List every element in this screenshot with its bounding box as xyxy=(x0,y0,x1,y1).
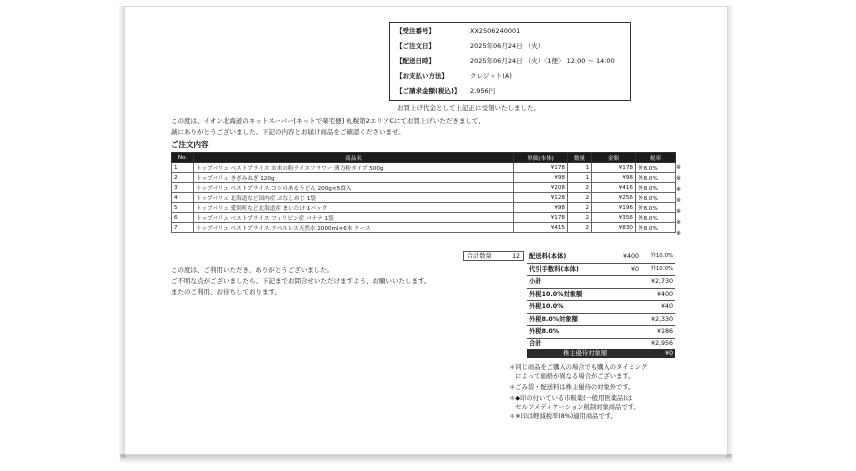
cell-product-name: トップバリュ きざみねぎ 120g xyxy=(194,173,514,183)
column-header-quantity: 数量 xyxy=(568,153,592,163)
cell-product-name: トップバリュ ベストプライス ラベルレス天然水 2000ml×6本 ケース xyxy=(194,223,514,233)
note-item: ＊同じ商品をご購入の場合でも購入のタイミング xyxy=(509,364,648,371)
cell-tax-rate: 外8.0% xyxy=(636,163,676,173)
summary-value: ¥2,956 xyxy=(650,339,673,347)
page-shadow-bottom xyxy=(120,454,732,464)
intro-line-2: 誠にありがとうございました。下記の内容とお届け商品をご確認くださいませ。 xyxy=(171,128,405,136)
cell-product-name: トップバリュ ベストプライス フィリピン産 バナナ 1袋 xyxy=(194,213,514,223)
note-item: ＊※印は軽減税率(8%)適用商品です。 xyxy=(509,413,617,420)
header-key: 【受注番号】 xyxy=(396,27,435,35)
header-key: 【ご請求金額(税込)】 xyxy=(396,87,461,95)
reduced-tax-mark: ※ xyxy=(676,230,682,237)
header-value: XX2506240001 xyxy=(470,27,521,35)
total-quantity-label: 合計数量 xyxy=(467,253,492,260)
summary-key: 代引手数料(本体) xyxy=(529,265,579,273)
summary-key: 外税10.0%対象額 xyxy=(529,290,583,298)
header-key: 【配送日時】 xyxy=(396,57,435,65)
header-delivery-time xyxy=(396,55,628,68)
cell-quantity: 2 xyxy=(568,193,592,203)
cell-amount: ¥256 xyxy=(592,193,636,203)
order-section-title: ご注文内容 xyxy=(171,140,209,149)
reduced-tax-mark: ※ xyxy=(676,164,682,171)
header-value: 2,956円 xyxy=(470,87,496,95)
payment-received-note: お買上げ代金として上記正に受領いたしました。 xyxy=(397,104,540,112)
summary-tax10 xyxy=(527,301,675,314)
header-value: 2025年06月24日 （火）〈1便〉 12:00 ～ 14:00 xyxy=(470,57,615,65)
reduced-tax-mark: ※ xyxy=(676,175,682,182)
summary-shareholder-benefit xyxy=(527,349,675,358)
cell-product-name: トップバリュ ベストプライス お米の粉ライスフラワー 薄力粉タイプ 500g xyxy=(194,163,514,173)
column-header-product: 商品名 xyxy=(194,153,514,163)
summary-value: ¥400 xyxy=(656,290,673,298)
cell-amount: ¥416 xyxy=(592,183,636,193)
note-item: ＊◆印の付いている市販薬(一般用医薬品)は xyxy=(509,395,633,402)
table-row xyxy=(172,173,676,183)
summary-value: ¥186 xyxy=(656,328,673,335)
cell-tax-rate: 外8.0% xyxy=(636,213,676,223)
thanks-line-3: またのご利用、お待ちしております。 xyxy=(171,288,281,296)
cell-quantity: 1 xyxy=(568,163,592,173)
order-header-box xyxy=(389,22,631,101)
thanks-line-2: ご不明な点がございましたら、下記までお問合せいただけますよう、お願いいたします。 xyxy=(171,277,431,285)
table-row xyxy=(172,203,676,213)
summary-value: ¥40 xyxy=(660,303,673,310)
note-item: セルフメディケーション税制対象商品です。 xyxy=(509,404,640,411)
intro-line-1: この度は、イオン北海道のネットスーパー[ネットで楽宅便] 札幌第2エリアCにてお買上げいただきまして、 xyxy=(171,117,485,125)
cell-tax-rate: 外8.0% xyxy=(636,193,676,203)
summary-key: 配送料(本体) xyxy=(529,253,567,260)
cell-unit-price: ¥208 xyxy=(514,183,568,193)
cell-no: 5 xyxy=(172,203,194,213)
summary-tax8 xyxy=(527,326,675,339)
header-billing-amount xyxy=(396,85,628,98)
summary-tax: 外10.0% xyxy=(650,253,673,259)
cell-unit-price: ¥178 xyxy=(514,213,568,223)
reduced-tax-mark: ※ xyxy=(676,186,682,193)
cell-no: 3 xyxy=(172,183,194,193)
cell-quantity: 2 xyxy=(568,203,592,213)
cell-tax-rate: 外8.0% xyxy=(636,223,676,233)
cell-tax-rate: 外8.0% xyxy=(636,203,676,213)
cell-amount: ¥830 xyxy=(592,223,636,233)
cell-unit-price: ¥98 xyxy=(514,173,568,183)
cell-no: 7 xyxy=(172,223,194,233)
summary-key: 外税10.0% xyxy=(529,303,564,310)
total-quantity-value: 12 xyxy=(512,253,520,260)
table-row xyxy=(172,213,676,223)
cell-no: 1 xyxy=(172,163,194,173)
cell-unit-price: ¥178 xyxy=(514,163,568,173)
cell-amount: ¥356 xyxy=(592,213,636,223)
summary-tax: 外10.0% xyxy=(650,265,673,272)
cell-product-name: トップバリュ 北海道など国内産 ぶなしめじ 1袋 xyxy=(194,193,514,203)
summary-subtotal xyxy=(527,276,675,289)
cell-amount: ¥196 xyxy=(592,203,636,213)
summary-key: 外税8.0% xyxy=(529,328,560,335)
reduced-tax-mark: ※ xyxy=(676,219,682,226)
header-value: 2025年06月24日 （火） xyxy=(470,42,545,50)
summary-key: 株主優待対象額 xyxy=(563,349,608,357)
note-item: ＊ごみ袋・配送料は株主優待の対象外です。 xyxy=(509,384,635,391)
notes-list xyxy=(509,363,679,421)
cell-amount: ¥178 xyxy=(592,163,636,173)
column-header-unit-price: 単価(本体) xyxy=(514,153,568,163)
summary-tax10-base xyxy=(527,289,675,302)
cell-amount: ¥98 xyxy=(592,173,636,183)
table-row xyxy=(172,223,676,233)
total-quantity-box xyxy=(463,251,524,261)
cell-tax-rate: 外8.0% xyxy=(636,183,676,193)
price-summary xyxy=(527,251,675,358)
summary-value: ¥2,330 xyxy=(650,315,673,323)
header-key: 【お支払い方法】 xyxy=(396,72,448,80)
column-header-no: No. xyxy=(172,153,194,163)
header-order-date xyxy=(396,40,628,53)
summary-key: 合計 xyxy=(529,339,542,347)
summary-key: 外税8.0%対象額 xyxy=(529,315,578,323)
summary-value: ¥0 xyxy=(664,349,673,357)
summary-value: ¥400 xyxy=(622,253,639,260)
cell-no: 2 xyxy=(172,173,194,183)
reduced-tax-mark: ※ xyxy=(676,208,682,215)
header-order-number xyxy=(396,25,628,38)
summary-value: ¥0 xyxy=(630,265,639,273)
header-value: クレジット(A) xyxy=(470,72,512,80)
cell-no: 4 xyxy=(172,193,194,203)
table-row xyxy=(172,183,676,193)
header-key: 【ご注文日】 xyxy=(396,42,435,50)
cell-quantity: 2 xyxy=(568,213,592,223)
table-row xyxy=(172,163,676,173)
cell-unit-price: ¥98 xyxy=(514,203,568,213)
summary-total xyxy=(527,339,675,349)
cell-unit-price: ¥128 xyxy=(514,193,568,203)
column-header-tax-rate: 税率 xyxy=(636,153,676,163)
cell-tax-rate: 外8.0% xyxy=(636,173,676,183)
header-payment-method xyxy=(396,70,628,83)
order-items-table xyxy=(171,152,676,233)
cell-product-name: トップバリュ ベストプライス コシのあるうどん 200g×5食入 xyxy=(194,183,514,193)
summary-key: 小計 xyxy=(529,278,542,285)
thanks-line-1: この度は、ご利用いただき、ありがとうございました。 xyxy=(171,266,334,274)
cell-no: 6 xyxy=(172,213,194,223)
reduced-tax-mark: ※ xyxy=(676,197,682,204)
receipt-page xyxy=(124,6,728,455)
summary-delivery-fee xyxy=(527,251,675,264)
summary-tax8-base xyxy=(527,314,675,327)
cell-quantity: 2 xyxy=(568,183,592,193)
summary-cod-fee xyxy=(527,264,675,277)
column-header-amount: 金額 xyxy=(592,153,636,163)
summary-value: ¥2,730 xyxy=(650,278,673,285)
table-header-row xyxy=(172,153,676,163)
cell-unit-price: ¥415 xyxy=(514,223,568,233)
note-item: によって価格が異なる場合がございます。 xyxy=(509,373,635,380)
cell-quantity: 1 xyxy=(568,173,592,183)
table-row xyxy=(172,193,676,203)
cell-product-name: トップバリュ 愛別町など北海道産 まいたけ 1パック xyxy=(194,203,514,213)
cell-quantity: 2 xyxy=(568,223,592,233)
